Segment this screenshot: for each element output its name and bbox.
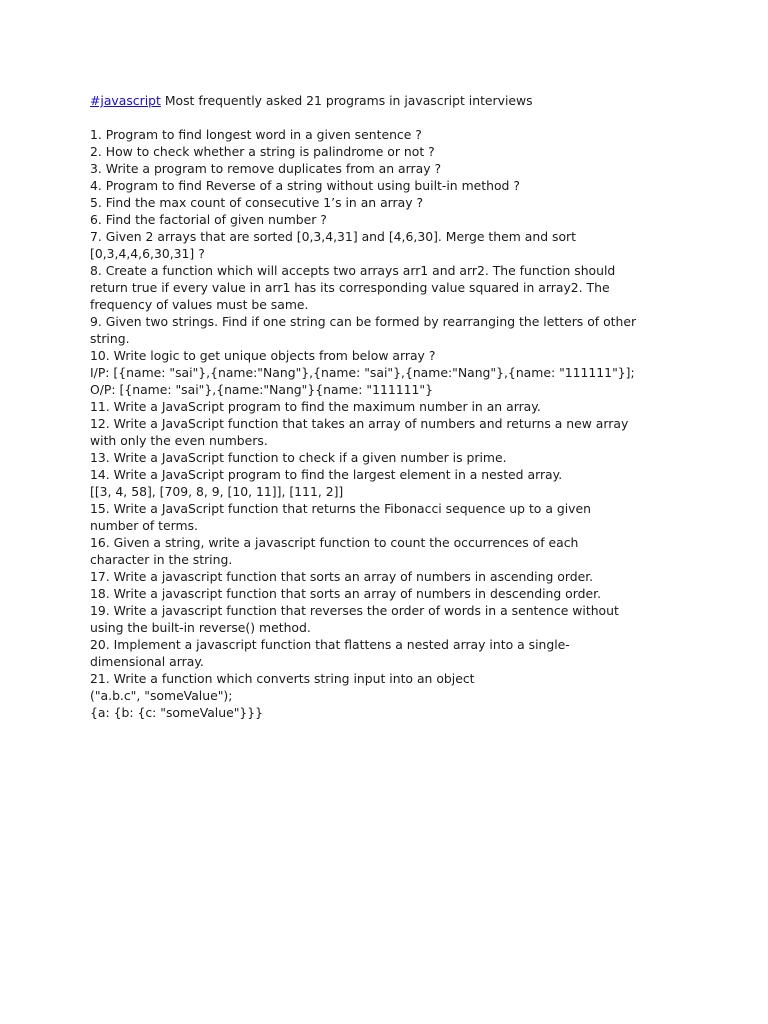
text-line: 15. Write a JavaScript function that returns the Fibonacci sequence up to a given [90,501,591,516]
document-content [90,92,682,721]
text-line: 6. Find the factorial of given number ? [90,212,327,227]
text-line: 3. Write a program to remove duplicates from an array ? [90,161,442,176]
text-line: frequency of values must be same. [90,297,309,312]
text-line: [0,3,4,4,6,30,31] ? [90,246,205,261]
text-line: 21. Write a function which converts string input into an object [90,671,475,686]
text-line: O/P: [{name: "sai"},{name:"Nang"}{name: "111111"} [90,382,433,397]
text-line: number of terms. [90,518,199,533]
text-line: I/P: [{name: "sai"},{name:"Nang"},{name: "sai"},{name:"Nang"},{name: "111111"}]; [90,365,635,380]
text-line: 11. Write a JavaScript program to find the maximum number in an array. [90,399,541,414]
text-line: 13. Write a JavaScript function to check if a given number is prime. [90,450,507,465]
text-line: [[3, 4, 58], [709, 8, 9, [10, 11]], [111, 2]] [90,484,344,499]
text-line: 2. How to check whether a string is palindrome or not ? [90,144,435,159]
text-line: 5. Find the max count of consecutive 1’s in an array ? [90,195,424,210]
blank-line [90,109,682,126]
text-line: 7. Given 2 arrays that are sorted [0,3,4,31] and [4,6,30]. Merge them and sort [90,229,576,244]
text-line: 12. Write a JavaScript function that takes an array of numbers and returns a new array [90,416,629,431]
javascript-hashtag-link[interactable]: #javascript [90,93,161,108]
text-line: 16. Given a string, write a javascript function to count the occurrences of each [90,535,579,550]
text-line: with only the even numbers. [90,433,268,448]
text-line: dimensional array. [90,654,204,669]
document-title: Most frequently asked 21 programs in javascript interviews [160,93,533,108]
text-line: ("a.b.c", "someValue"); [90,688,233,703]
text-line: return true if every value in arr1 has its corresponding value squared in array2. The [90,280,610,295]
text-line: 17. Write a javascript function that sorts an array of numbers in ascending order. [90,569,594,584]
text-line: 20. Implement a javascript function that flattens a nested array into a single- [90,637,570,652]
text-line: 10. Write logic to get unique objects from below array ? [90,348,436,363]
text-line: 18. Write a javascript function that sorts an array of numbers in descending order. [90,586,602,601]
text-line: 14. Write a JavaScript program to find the largest element in a nested array. [90,467,563,482]
text-line: character in the string. [90,552,233,567]
text-line: 1. Program to find longest word in a given sentence ? [90,127,422,142]
text-line: 9. Given two strings. Find if one string can be formed by rearranging the letters of other [90,314,637,329]
text-line: 19. Write a javascript function that reverses the order of words in a sentence without [90,603,619,618]
text-line: {a: {b: {c: "someValue"}}} [90,705,264,720]
question-list [90,126,682,721]
document-heading [90,92,682,109]
text-line: using the built-in reverse() method. [90,620,311,635]
text-line: 8. Create a function which will accepts two arrays arr1 and arr2. The function should [90,263,616,278]
text-line: 4. Program to find Reverse of a string without using built-in method ? [90,178,520,193]
text-line: string. [90,331,130,346]
